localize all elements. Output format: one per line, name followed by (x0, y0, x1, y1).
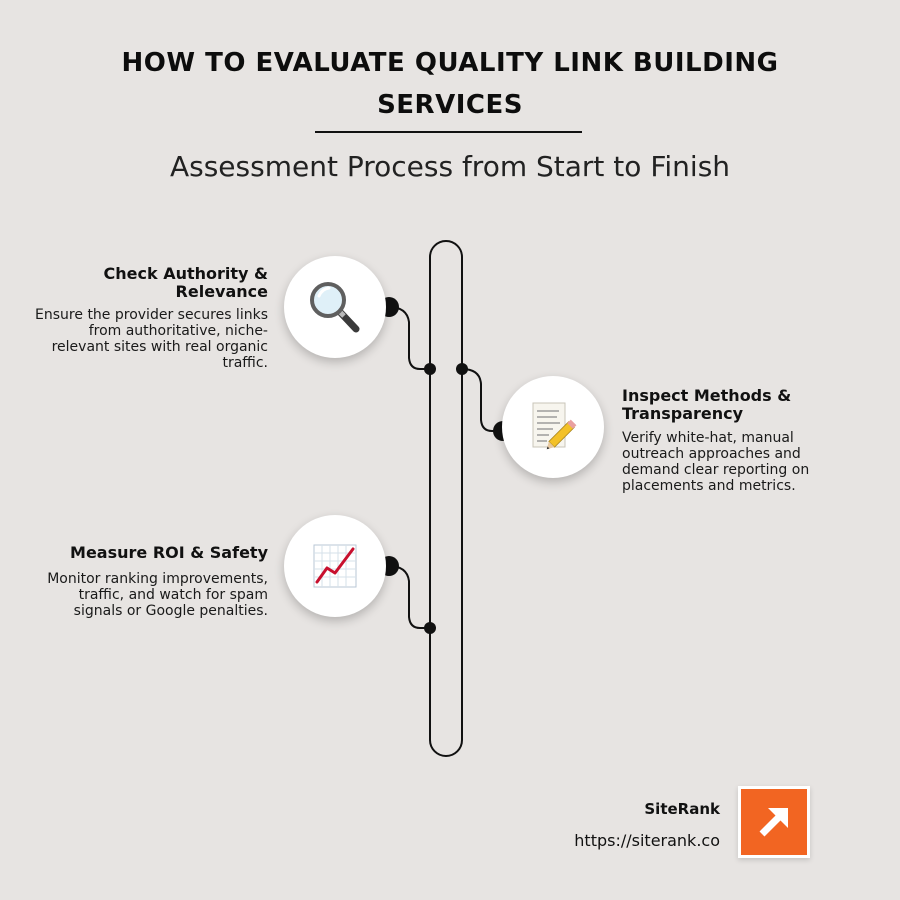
step-3-icon-circle (284, 515, 386, 617)
memo-pencil-icon (525, 399, 581, 455)
connector-step-2 (462, 369, 503, 431)
page-subtitle: Assessment Process from Start to Finish (169, 150, 731, 183)
step-3-title: Measure ROI & Safety (70, 543, 268, 562)
brand-url[interactable]: https://siterank.co (574, 831, 720, 850)
chart-increasing-icon (311, 542, 359, 590)
step-2-title: Inspect Methods & Transparency (622, 386, 792, 423)
magnifying-glass-icon (306, 278, 364, 336)
page-title: HOW TO EVALUATE QUALITY LINK BUILDING SERVICES (121, 48, 779, 120)
step-2-description: Verify white-hat, manual outreach approaches and demand clear reporting on placements and metrics. (622, 430, 810, 494)
step-2-icon-circle (502, 376, 604, 478)
step-1-icon-circle (284, 256, 386, 358)
step-1-description: Ensure the provider secures links from authoritative, niche-relevant sites with real organic traffic. (35, 307, 268, 371)
step-1-title: Check Authority & Relevance (103, 264, 268, 301)
brand-logo (738, 786, 810, 858)
step-3-description: Monitor ranking improvements, traffic, and watch for spam signals or Google penalties. (47, 571, 268, 619)
arrow-up-right-icon (754, 802, 794, 842)
connector-step-3 (389, 566, 430, 628)
connector-step-1 (389, 307, 430, 369)
brand-name: SiteRank (644, 800, 720, 818)
timeline-track (430, 241, 462, 756)
connector-dot-step-3-end (424, 622, 436, 634)
connector-dot-step-1-end (424, 363, 436, 375)
connector-dot-step-2-start (456, 363, 468, 375)
